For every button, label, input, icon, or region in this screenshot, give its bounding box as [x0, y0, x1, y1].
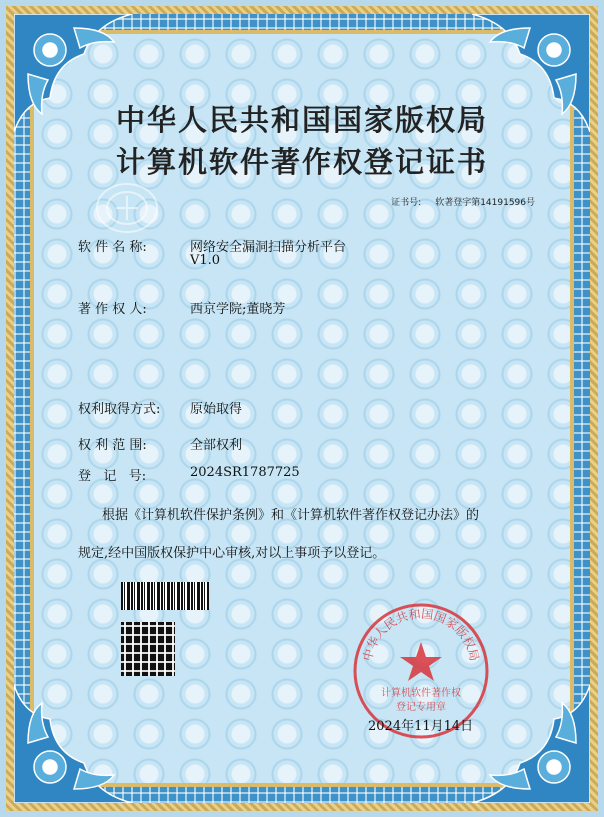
owner-row — [78, 298, 286, 317]
issuer-title: 中华人民共和国国家版权局 — [115, 103, 488, 137]
certificate-title: 计算机软件著作权登记证书 — [115, 145, 488, 179]
registration-number-value: 2024SR1787725 — [190, 465, 300, 480]
acquisition-method-value: 原始取得 — [190, 402, 243, 417]
software-name-row — [78, 236, 347, 255]
rights-scope-label: 权 利 范 围: — [78, 438, 147, 453]
registration-number-label: 登 记 号: — [78, 469, 147, 484]
rights-scope-value: 全部权利 — [190, 438, 243, 453]
registration-number-row — [78, 465, 300, 484]
software-name-label: 软 件 名 称: — [78, 240, 147, 255]
seal-arc-text: 中华人民共和国国家版权局 — [360, 606, 482, 663]
acquisition-method-row — [78, 398, 243, 417]
certificate-number — [350, 195, 535, 208]
acquisition-method-label: 权利取得方式: — [78, 402, 161, 417]
software-version-value: V1.0 — [190, 253, 221, 268]
qr-code-icon — [121, 622, 175, 676]
rights-scope-row — [78, 434, 243, 453]
owner-label: 著 作 权 人: — [78, 302, 147, 317]
barcode-icon — [121, 582, 209, 610]
certificate-number-value: 软著登字第14191596号 — [435, 198, 535, 208]
seal-star-icon — [400, 642, 442, 681]
certificate-number-label: 证书号: — [391, 198, 422, 208]
corner-ornament-icon — [14, 685, 132, 803]
copyright-emblem-icon — [92, 178, 162, 238]
seal-line-1: 计算机软件著作权 — [381, 688, 461, 699]
software-name-value: 网络安全漏洞扫描分析平台 — [190, 240, 347, 255]
owner-value: 西京学院;董晓芳 — [190, 302, 286, 317]
statement-line-1: 根据《计算机软件保护条例》和《计算机软件著作权登记办法》的 — [102, 508, 480, 523]
seal-line-2: 登记专用章 — [396, 702, 446, 713]
issue-date: 2024年11月14日 — [368, 719, 474, 734]
statement-line-2: 规定,经中国版权保护中心审核,对以上事项予以登记。 — [78, 546, 386, 561]
